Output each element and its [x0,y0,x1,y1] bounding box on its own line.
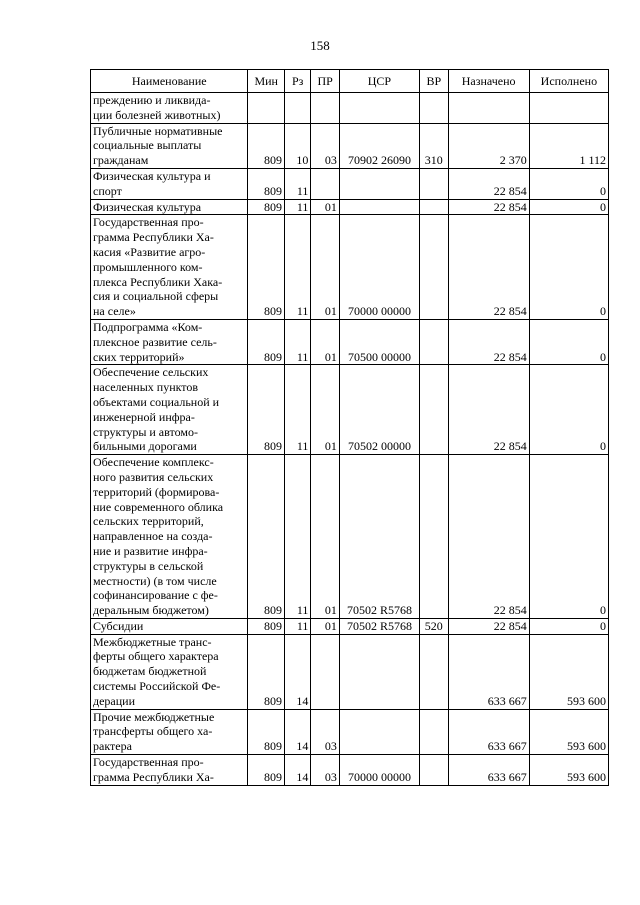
header-assigned: Назначено [448,70,529,93]
cell-rz: 14 [284,634,310,709]
cell-assigned: 22 854 [448,455,529,619]
cell-assigned: 2 370 [448,123,529,168]
cell-name-line: Обеспечение комплекс- [93,455,214,470]
header-name: Наименование [91,70,248,93]
cell-assigned: 22 854 [448,199,529,215]
cell-rz: 11 [284,618,310,634]
cell-vr: 310 [420,123,448,168]
cell-csr: 70502 R5768 [339,455,419,619]
cell-min: 809 [248,199,285,215]
cell-rz: 11 [284,319,310,364]
cell-assigned [448,93,529,124]
cell-executed [529,93,608,124]
cell-csr [339,634,419,709]
cell-name-line: Прочие межбюджетные [93,709,215,724]
cell-name [91,455,248,619]
cell-csr [339,93,419,124]
cell-vr [420,634,448,709]
table-row [91,319,609,364]
cell-name-line: касия «Развитие агро- [93,244,206,259]
cell-pr [311,634,339,709]
cell-name-line: плексное развитие сель- [93,334,217,349]
cell-assigned: 22 854 [448,215,529,320]
cell-name-line: Физическая культура [93,199,202,214]
cell-rz: 11 [284,168,310,199]
cell-name [91,168,248,199]
cell-vr [420,215,448,320]
cell-rz: 11 [284,199,310,215]
cell-name-line: сия и социальной сферы [93,289,219,304]
cell-vr [420,709,448,754]
table-row [91,93,609,124]
cell-assigned: 22 854 [448,618,529,634]
cell-name [91,123,248,168]
table-body [91,93,609,786]
cell-min [248,93,285,124]
table-row [91,123,609,168]
cell-name-line: инженерной инфра- [93,409,195,424]
cell-name [91,709,248,754]
cell-name-line: ние и развитие инфра- [93,543,208,558]
cell-pr [311,93,339,124]
cell-executed: 0 [529,455,608,619]
table-row [91,455,609,619]
cell-executed: 593 600 [529,709,608,754]
cell-min: 809 [248,455,285,619]
cell-name [91,93,248,124]
cell-pr: 03 [311,123,339,168]
cell-name-line: структуры в сельской [93,558,204,573]
cell-rz: 11 [284,455,310,619]
cell-rz: 14 [284,709,310,754]
table-row [91,618,609,634]
cell-executed: 593 600 [529,634,608,709]
cell-name-line: ние современного облика [93,499,224,514]
header-rz: Рз [284,70,310,93]
table-row [91,365,609,455]
cell-name-line: софинансирование с фе- [93,588,218,603]
cell-name [91,365,248,455]
cell-assigned: 633 667 [448,634,529,709]
cell-vr [420,199,448,215]
cell-name-line: Подпрограмма «Ком- [93,319,203,334]
cell-assigned: 633 667 [448,755,529,786]
cell-name-line: деральным бюджетом) [93,603,209,618]
header-pr: ПР [311,70,339,93]
cell-name-line: промышленного ком- [93,259,203,274]
cell-min: 809 [248,319,285,364]
cell-name-line: Межбюджетные транс- [93,634,212,649]
cell-rz: 11 [284,365,310,455]
cell-name-line: населенных пунктов [93,380,199,395]
cell-name-line: объектами социальной и [93,394,220,409]
cell-csr: 70502 R5768 [339,618,419,634]
cell-executed: 0 [529,319,608,364]
cell-name-line: Государственная про- [93,755,204,770]
cell-assigned: 22 854 [448,319,529,364]
header-vr: ВР [420,70,448,93]
cell-min: 809 [248,123,285,168]
cell-pr: 03 [311,755,339,786]
cell-name-line: направленное на созда- [93,529,213,544]
cell-vr [420,365,448,455]
cell-vr [420,93,448,124]
cell-executed: 0 [529,199,608,215]
cell-name [91,755,248,786]
cell-name-line: спорт [93,183,122,198]
cell-name-line: трансферты общего ха- [93,724,213,739]
cell-name-line: бюджетам бюджетной [93,664,207,679]
cell-name-line: дерации [93,693,136,708]
cell-min: 809 [248,634,285,709]
table-row [91,634,609,709]
cell-name-line: Обеспечение сельских [93,365,209,380]
cell-min: 809 [248,709,285,754]
cell-csr [339,709,419,754]
cell-name-line: Субсидии [93,618,144,633]
cell-name-line: грамма Республики Ха- [93,769,214,784]
cell-name-line: ферты общего характера [93,649,219,664]
cell-name-line: плекса Республики Хака- [93,274,223,289]
cell-vr [420,319,448,364]
cell-csr: 70000 00000 [339,215,419,320]
cell-csr: 70902 26090 [339,123,419,168]
table-row [91,709,609,754]
page-number: 158 [310,38,330,53]
cell-vr [420,455,448,619]
cell-csr: 70500 00000 [339,319,419,364]
cell-name-line: ции болезней животных) [93,107,221,122]
cell-name-line: территорий (формирова- [93,484,220,499]
cell-csr [339,168,419,199]
cell-min: 809 [248,365,285,455]
cell-assigned: 22 854 [448,365,529,455]
cell-name-line: рактера [93,739,132,754]
table-header-row [91,70,609,93]
cell-pr: 01 [311,215,339,320]
header-csr: ЦСР [339,70,419,93]
cell-pr: 01 [311,618,339,634]
cell-rz [284,93,310,124]
cell-name-line: сельских территорий, [93,514,204,529]
cell-name-line: ских территорий» [93,349,185,364]
cell-rz: 11 [284,215,310,320]
cell-csr: 70000 00000 [339,755,419,786]
cell-name-line: системы Российской Фе- [93,679,221,694]
table-row [91,199,609,215]
cell-vr [420,168,448,199]
header-min: Мин [248,70,285,93]
table-row [91,755,609,786]
cell-min: 809 [248,618,285,634]
cell-name-line: гражданам [93,153,149,168]
cell-csr [339,199,419,215]
cell-pr: 03 [311,709,339,754]
cell-vr [420,755,448,786]
cell-name [91,618,248,634]
cell-name [91,319,248,364]
cell-assigned: 22 854 [448,168,529,199]
cell-name-line: на селе» [93,304,136,319]
cell-min: 809 [248,755,285,786]
cell-name [91,215,248,320]
cell-name-line: Государственная про- [93,215,204,230]
cell-rz: 10 [284,123,310,168]
cell-pr: 01 [311,455,339,619]
cell-name-line: структуры и автомо- [93,424,198,439]
cell-name-line: местности) (в том числе [93,573,217,588]
cell-executed: 1 112 [529,123,608,168]
cell-pr: 01 [311,199,339,215]
cell-name-line: социальные выплаты [93,138,202,153]
header-executed: Исполнено [529,70,608,93]
cell-name-line: Физическая культура и [93,168,211,183]
cell-name [91,199,248,215]
cell-name-line: Публичные нормативные [93,123,223,138]
cell-rz: 14 [284,755,310,786]
cell-min: 809 [248,215,285,320]
cell-name-line: ного развития сельских [93,469,214,484]
cell-csr: 70502 00000 [339,365,419,455]
cell-vr: 520 [420,618,448,634]
cell-name-line: грамма Республики Ха- [93,230,214,245]
table-row [91,168,609,199]
cell-name [91,634,248,709]
cell-executed: 0 [529,168,608,199]
cell-executed: 0 [529,365,608,455]
cell-min: 809 [248,168,285,199]
cell-pr: 01 [311,365,339,455]
cell-pr [311,168,339,199]
table-row [91,215,609,320]
budget-table [90,69,609,786]
cell-executed: 593 600 [529,755,608,786]
cell-pr: 01 [311,319,339,364]
cell-name-line: преждению и ликвида- [93,93,211,107]
cell-assigned: 633 667 [448,709,529,754]
cell-executed: 0 [529,618,608,634]
cell-name-line: бильными дорогами [93,439,197,454]
cell-executed: 0 [529,215,608,320]
